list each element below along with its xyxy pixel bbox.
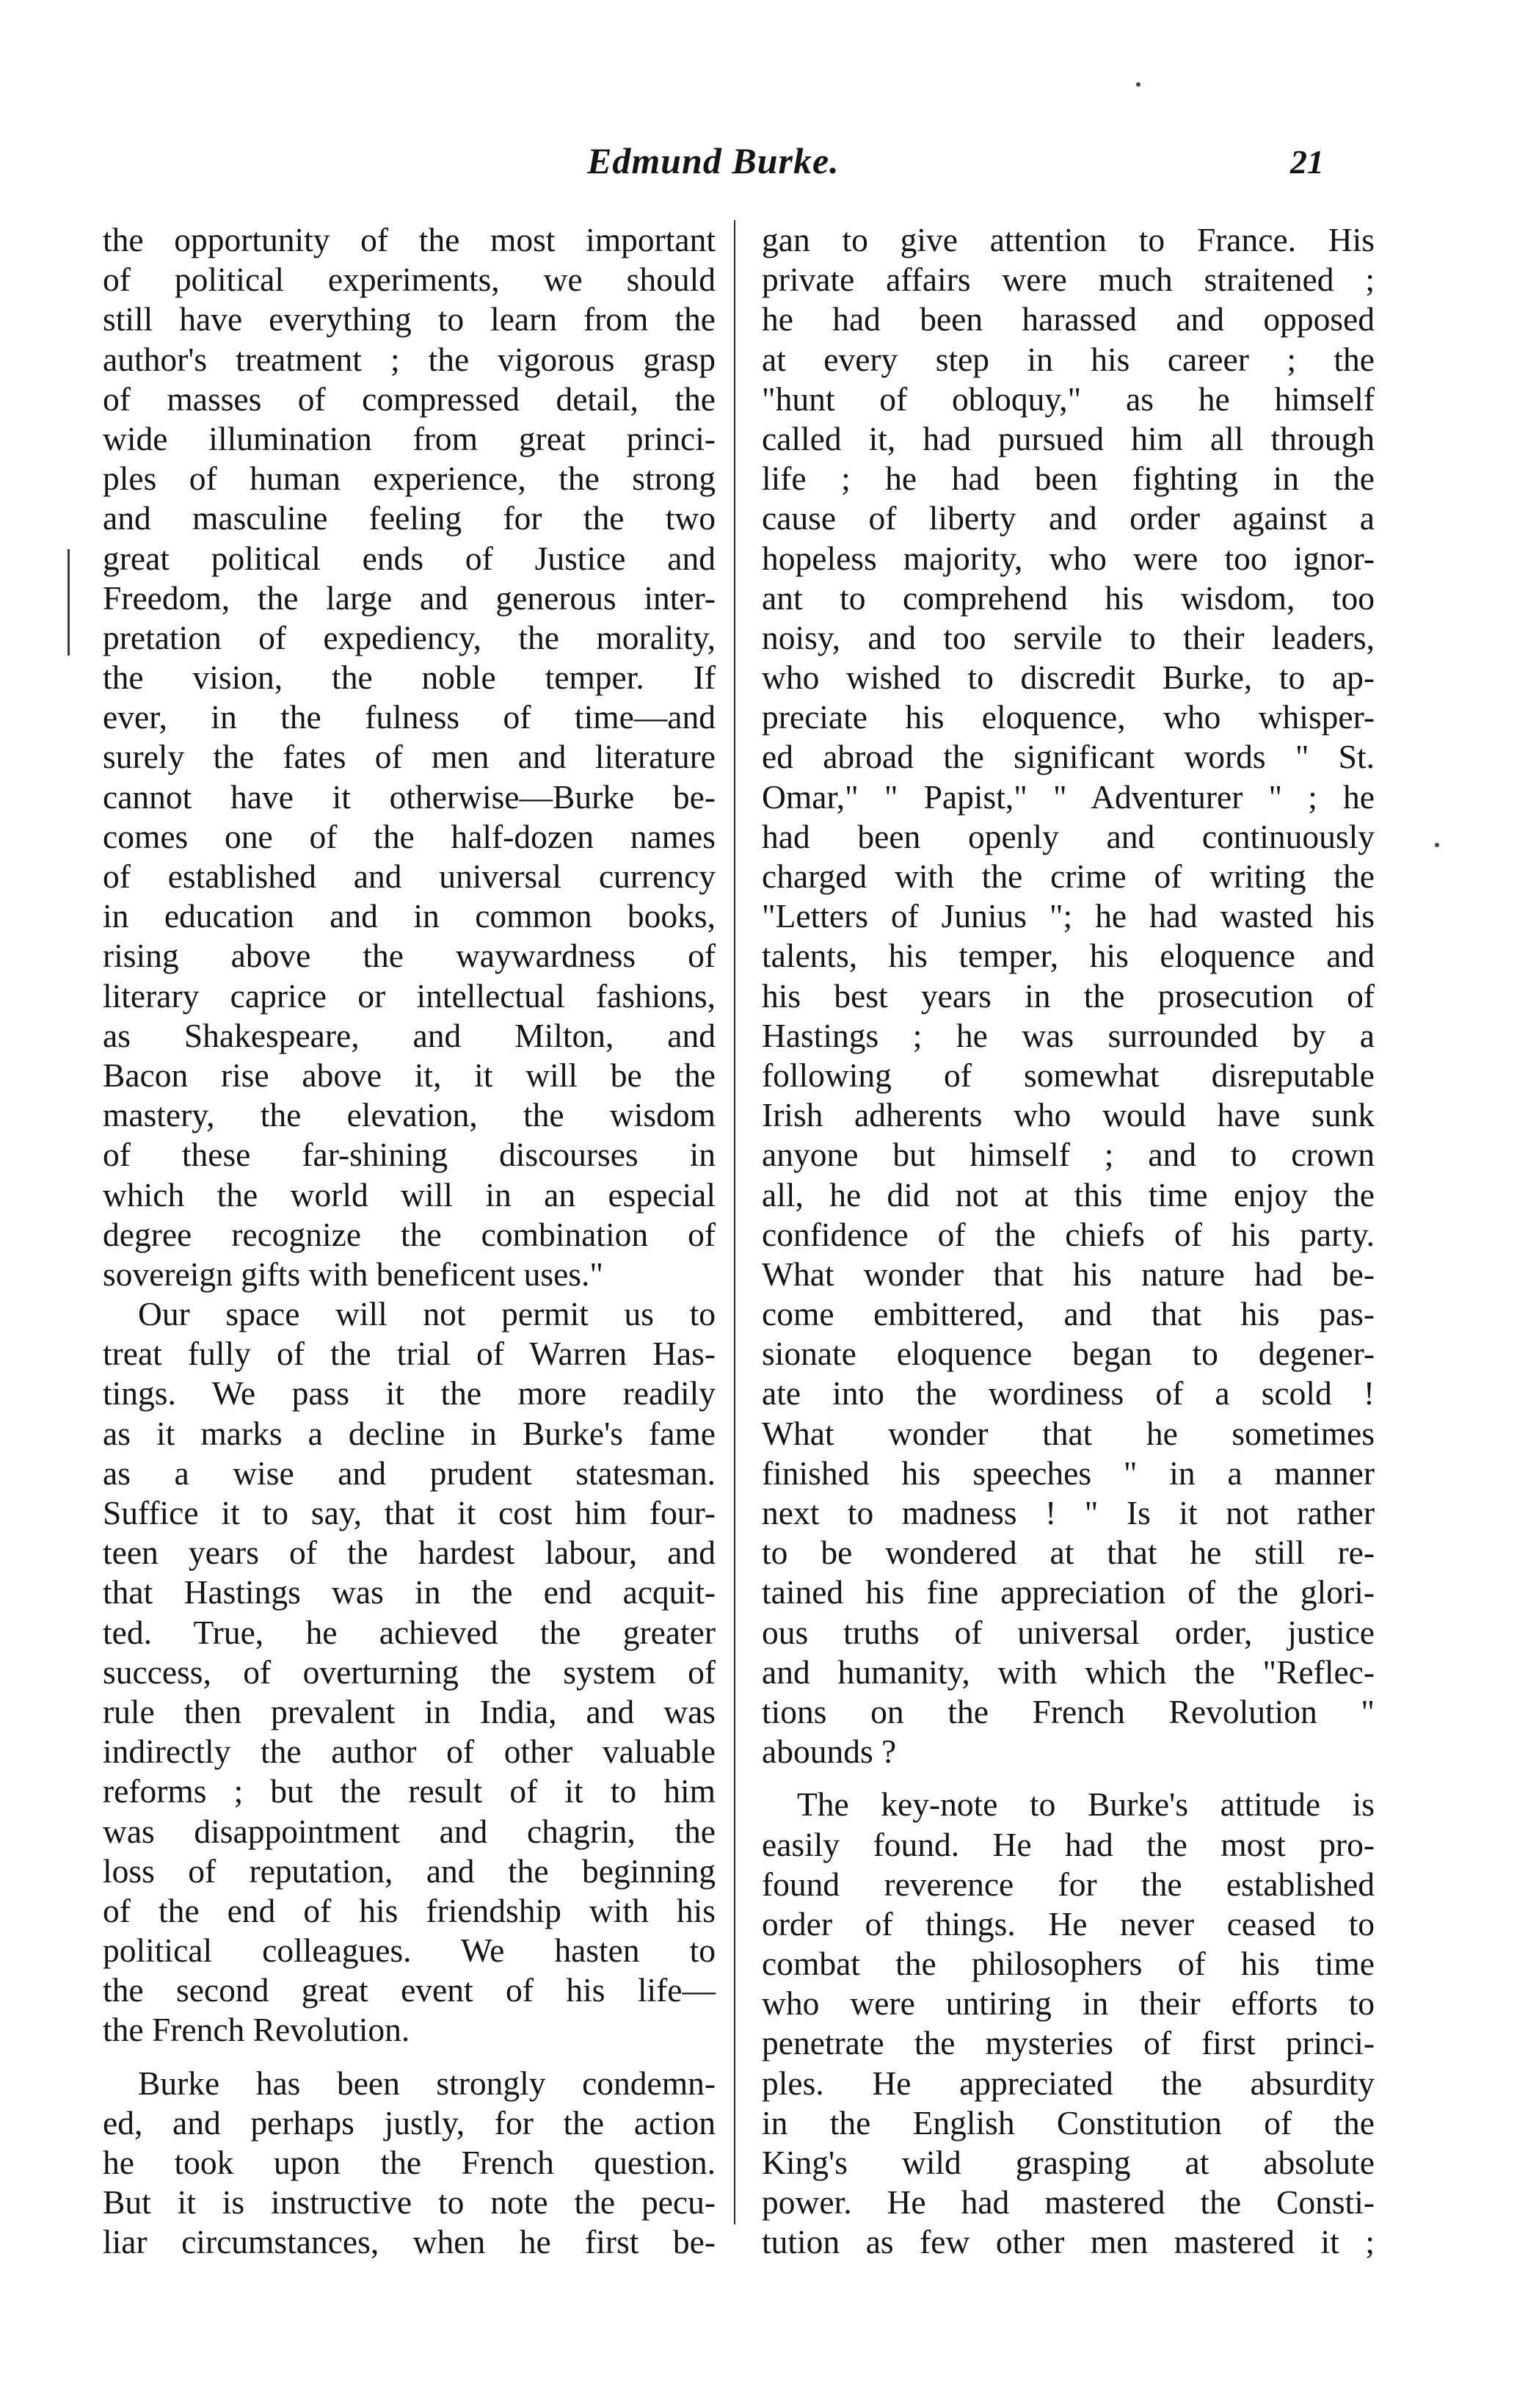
text-line: noisy, and too servile to their leaders,	[762, 618, 1375, 656]
text-line: tings. We pass it the more readily	[103, 1374, 716, 1412]
text-line: gan to give attention to France. His	[762, 221, 1375, 258]
text-line: ples of human experience, the strong	[103, 460, 716, 498]
text-line: treat fully of the trial of Warren Has-	[103, 1335, 716, 1373]
text-line: his best years in the prosecution of	[762, 976, 1375, 1015]
column-divider	[734, 220, 735, 2224]
text-line: ant to comprehend his wisdom, too	[762, 579, 1375, 617]
running-header	[0, 139, 1528, 191]
text-line: wide illumination from great princi-	[103, 419, 716, 457]
text-line: talents, his temper, his eloquence and	[762, 937, 1375, 975]
text-line: private affairs were much straitened ;	[762, 261, 1375, 299]
text-line: Hastings ; he was surrounded by a	[762, 1016, 1375, 1054]
text-line: cannot have it otherwise—Burke be-	[103, 777, 716, 816]
text-line: and masculine feeling for the two	[103, 499, 716, 537]
text-line: sionate eloquence began to degener-	[762, 1335, 1375, 1373]
text-line: the vision, the noble temper. If	[103, 659, 716, 697]
text-line: surely the fates of men and literature	[103, 738, 716, 776]
text-line: rule then prevalent in India, and was	[103, 1692, 716, 1730]
text-line: ever, in the fulness of time—and	[103, 698, 716, 736]
text-line: literary caprice or intellectual fashions,	[103, 976, 716, 1015]
text-line: to be wondered at that he still re-	[762, 1534, 1375, 1572]
text-line: next to madness ! " Is it not rather	[762, 1494, 1375, 1531]
text-line: liar circumstances, when he first be-	[103, 2223, 716, 2261]
text-line: ed abroad the significant words " St.	[762, 738, 1375, 776]
text-line: degree recognize the combination of	[103, 1215, 716, 1253]
text-line: of masses of compressed detail, the	[103, 380, 716, 418]
paragraph-first-line: Our space will not permit us to	[138, 1295, 716, 1333]
text-line: had been openly and continuously	[762, 817, 1375, 855]
text-line: the second great event of his life—	[103, 1971, 716, 2009]
text-line: as it marks a decline in Burke's fame	[103, 1414, 716, 1452]
text-line: charged with the crime of writing the	[762, 857, 1375, 895]
text-line: Suffice it to say, that it cost him four-	[103, 1494, 716, 1531]
text-line: Omar," " Papist," " Adventurer " ; he	[762, 777, 1375, 816]
text-line: pretation of expediency, the morality,	[103, 618, 716, 656]
text-line: Irish adherents who would have sunk	[762, 1096, 1375, 1134]
text-line: loss of reputation, and the beginning	[103, 1852, 716, 1890]
text-line: great political ends of Justice and	[103, 539, 716, 577]
text-line: success, of overturning the system of	[103, 1653, 716, 1691]
text-line: teen years of the hardest labour, and	[103, 1534, 716, 1572]
running-head-title: Edmund Burke.	[587, 140, 840, 181]
page-speck	[1136, 82, 1140, 87]
text-line: "hunt of obloquy," as he himself	[762, 380, 1375, 418]
text-line: tions on the French Revolution "	[762, 1692, 1375, 1730]
text-line: easily found. He had the most pro-	[762, 1825, 1375, 1863]
text-line: combat the philosophers of his time	[762, 1945, 1375, 1983]
text-line: which the world will in an especial	[103, 1175, 716, 1214]
text-line: who were untiring in their efforts to	[762, 1984, 1375, 2023]
text-line: political colleagues. We hasten to	[103, 1932, 716, 1970]
text-line: King's wild grasping at absolute	[762, 2144, 1375, 2181]
text-line: who wished to discredit Burke, to ap-	[762, 659, 1375, 697]
text-line: the opportunity of the most important	[103, 221, 716, 258]
text-line: order of things. He never ceased to	[762, 1904, 1375, 1943]
text-line: power. He had mastered the Consti-	[762, 2183, 1375, 2222]
page-speck	[1435, 843, 1439, 847]
text-line: indirectly the author of other valuable	[103, 1733, 716, 1771]
text-line: What wonder that he sometimes	[762, 1414, 1375, 1452]
text-line: the French Revolution.	[103, 2011, 410, 2049]
left-column	[103, 220, 716, 2263]
page-number: 21	[1290, 143, 1324, 181]
text-line: hopeless majority, who were too ignor-	[762, 539, 1375, 577]
text-line: "Letters of Junius "; he had wasted his	[762, 897, 1375, 935]
text-line: ate into the wordiness of a scold !	[762, 1374, 1375, 1412]
text-line: author's treatment ; the vigorous grasp	[103, 340, 716, 378]
text-line: But it is instructive to note the pecu-	[103, 2183, 716, 2222]
text-line: of established and universal currency	[103, 857, 716, 895]
margin-mark	[68, 549, 70, 656]
text-line: and humanity, with which the "Reflec-	[762, 1653, 1375, 1691]
text-line: he took upon the French question.	[103, 2144, 716, 2181]
text-line: tained his fine appreciation of the glori-	[762, 1573, 1375, 1611]
text-line: of the end of his friendship with his	[103, 1891, 716, 1929]
text-line: that Hastings was in the end acquit-	[103, 1573, 716, 1611]
text-line: in education and in common books,	[103, 897, 716, 935]
text-line: Bacon rise above it, it will be the	[103, 1056, 716, 1094]
text-line: all, he did not at this time enjoy the	[762, 1175, 1375, 1214]
text-line: reforms ; but the result of it to him	[103, 1772, 716, 1810]
text-line: found reverence for the established	[762, 1865, 1375, 1903]
text-line: rising above the waywardness of	[103, 937, 716, 975]
text-line: tution as few other men mastered it ;	[762, 2223, 1375, 2261]
paragraph-first-line: Burke has been strongly condemn-	[138, 2064, 716, 2102]
text-line: ed, and perhaps justly, for the action	[103, 2103, 716, 2142]
text-line: Freedom, the large and generous inter-	[103, 579, 716, 617]
text-line: What wonder that his nature had be-	[762, 1255, 1375, 1293]
text-line: as Shakespeare, and Milton, and	[103, 1016, 716, 1054]
text-line: in the English Constitution of the	[762, 2103, 1375, 2142]
text-line: come embittered, and that his pas-	[762, 1295, 1375, 1333]
text-line: of political experiments, we should	[103, 261, 716, 299]
text-line: of these far-shining discourses in	[103, 1136, 716, 1174]
text-line: finished his speeches " in a manner	[762, 1454, 1375, 1492]
text-line: preciate his eloquence, who whisper-	[762, 698, 1375, 736]
text-line: called it, had pursued him all through	[762, 419, 1375, 457]
text-line: confidence of the chiefs of his party.	[762, 1215, 1375, 1253]
text-line: comes one of the half-dozen names	[103, 817, 716, 855]
text-line: ted. True, he achieved the greater	[103, 1613, 716, 1651]
right-column	[762, 220, 1375, 2263]
text-line: life ; he had been fighting in the	[762, 460, 1375, 498]
text-line: ous truths of universal order, justice	[762, 1613, 1375, 1651]
text-line: ples. He appreciated the absurdity	[762, 2064, 1375, 2102]
text-line: anyone but himself ; and to crown	[762, 1136, 1375, 1174]
text-line: penetrate the mysteries of first princi-	[762, 2024, 1375, 2062]
text-line: still have everything to learn from the	[103, 300, 716, 338]
text-line: mastery, the elevation, the wisdom	[103, 1096, 716, 1134]
text-line: at every step in his career ; the	[762, 340, 1375, 378]
text-line: was disappointment and chagrin, the	[103, 1812, 716, 1850]
text-line: abounds ?	[762, 1733, 897, 1771]
text-line: cause of liberty and order against a	[762, 499, 1375, 537]
text-line: he had been harassed and opposed	[762, 300, 1375, 338]
text-line: sovereign gifts with beneficent uses."	[103, 1255, 603, 1293]
paragraph-first-line: The key-note to Burke's attitude is	[797, 1785, 1375, 1824]
text-line: following of somewhat disreputable	[762, 1056, 1375, 1094]
text-line: as a wise and prudent statesman.	[103, 1454, 716, 1492]
